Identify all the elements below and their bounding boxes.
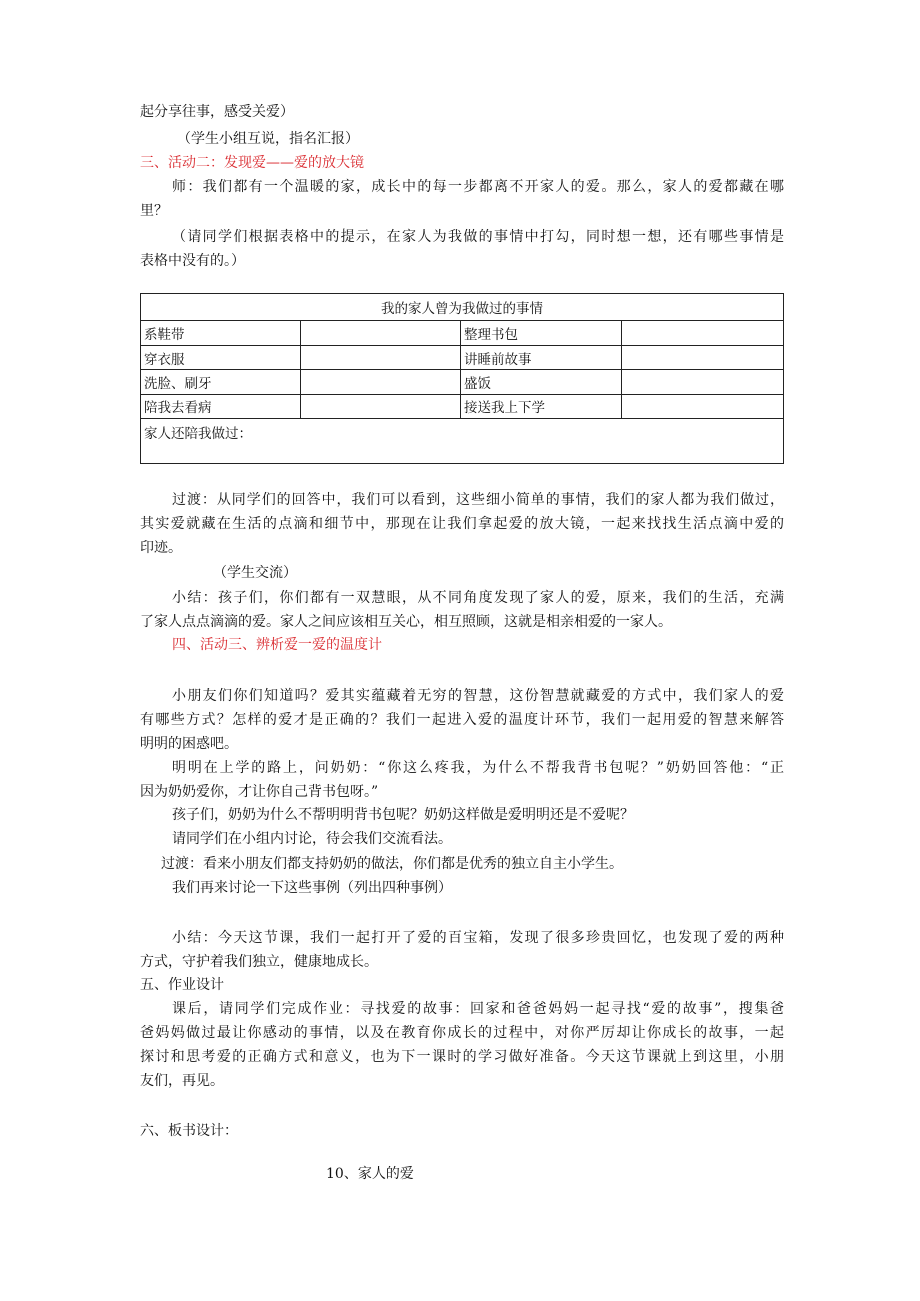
paragraph-line: 友们，再见。 xyxy=(140,1073,224,1089)
paragraph-line: 师：我们都有一个温暖的家，成长中的每一步都离不开家人的爱。那么，家人的爱都藏在哪 xyxy=(172,179,784,195)
paragraph-line: 起分享往事，感受关爱） xyxy=(140,104,294,120)
table-cell: 讲睡前故事 xyxy=(461,345,622,369)
table-row xyxy=(141,370,784,394)
board-title: 10、家人的爱 xyxy=(326,1166,414,1182)
paragraph-line: （学生小组互说，指名汇报） xyxy=(177,131,359,147)
table-row xyxy=(141,345,784,369)
paragraph-line: 其实爱就藏在生活的点滴和细节中，那现在让我们拿起爱的放大镜，一起来找找生活点滴中爱的 xyxy=(140,516,784,532)
section-heading-5: 五、作业设计 xyxy=(140,977,224,993)
table-cell: 盛饭 xyxy=(461,370,622,394)
check-cell[interactable] xyxy=(301,370,461,394)
section-heading-6: 六、板书设计： xyxy=(140,1123,238,1139)
paragraph-line: （学生交流） xyxy=(213,565,297,581)
check-cell[interactable] xyxy=(301,394,461,418)
paragraph-line: 探讨和思考爱的正确方式和意义，也为下一课时的学习做好准备。今天这节课就上到这里，小朋 xyxy=(140,1049,784,1065)
check-cell[interactable] xyxy=(622,345,784,369)
paragraph-line: 小朋友们你们知道吗？爱其实蕴藏着无穷的智慧，这份智慧就藏爱的方式中，我们家人的爱 xyxy=(172,688,784,704)
check-cell[interactable] xyxy=(301,345,461,369)
paragraph-line: 明明在上学的路上，问奶奶：“你这么疼我，为什么不帮我背书包呢？”奶奶回答他：“正 xyxy=(172,760,784,776)
paragraph-line: 孩子们，奶奶为什么不帮明明背书包呢？奶奶这样做是爱明明还是不爱呢？ xyxy=(172,807,634,823)
paragraph-line: 印迹。 xyxy=(140,540,182,556)
paragraph-line: 了家人点点滴滴的爱。家人之间应该相互关心，相互照顾，这就是相亲相爱的一家人。 xyxy=(140,614,672,630)
section-heading-3: 三、活动二：发现爱——爱的放大镜 xyxy=(140,155,364,171)
paragraph-line: 因为奶奶爱你，才让你自己背书包呀。” xyxy=(140,784,379,800)
table-cell: 整理书包 xyxy=(461,321,622,345)
paragraph-line: 表格中没有的。） xyxy=(140,253,245,269)
other-things-cell[interactable]: 家人还陪我做过： xyxy=(141,419,784,464)
table-cell: 系鞋带 xyxy=(141,321,301,345)
table-cell: 洗脸、刷牙 xyxy=(141,370,301,394)
table-cell: 接送我上下学 xyxy=(461,394,622,418)
paragraph-line: 请同学们在小组内讨论，待会我们交流看法。 xyxy=(172,831,452,847)
paragraph-line: 里？ xyxy=(140,203,168,219)
paragraph-line: 过渡：从同学们的回答中，我们可以看到，这些细小简单的事情，我们的家人都为我们做过， xyxy=(172,492,784,508)
paragraph-line: （请同学们根据表格中的提示，在家人为我做的事情中打勾，同时想一想，还有哪些事情是 xyxy=(172,229,784,245)
table-cell: 穿衣服 xyxy=(141,345,301,369)
check-cell[interactable] xyxy=(622,394,784,418)
paragraph-line: 过渡：看来小朋友们都支持奶奶的做法，你们都是优秀的独立自主小学生。 xyxy=(161,856,623,872)
paragraph-line: 有哪些方式？怎样的爱才是正确的？我们一起进入爱的温度计环节，我们一起用爱的智慧来解答 xyxy=(140,712,784,728)
paragraph-line: 小结：今天这节课，我们一起打开了爱的百宝箱，发现了很多珍贵回忆，也发现了爱的两种 xyxy=(172,930,784,946)
family-things-table xyxy=(140,293,784,464)
paragraph-line: 明明的困惑吧。 xyxy=(140,736,238,752)
check-cell[interactable] xyxy=(622,321,784,345)
check-cell[interactable] xyxy=(301,321,461,345)
paragraph-line: 方式，守护着我们独立，健康地成长。 xyxy=(140,954,378,970)
table-row xyxy=(141,321,784,345)
paragraph-line: 爸妈妈做过最让你感动的事情，以及在教育你成长的过程中，对你严厉却让你成长的故事，一起 xyxy=(140,1025,784,1041)
table-title: 我的家人曾为我做过的事情 xyxy=(141,294,784,321)
table-cell: 陪我去看病 xyxy=(141,394,301,418)
paragraph-line: 课后，请同学们完成作业：寻找爱的故事：回家和爸爸妈妈一起寻找“爱的故事”，搜集爸 xyxy=(172,1001,784,1017)
paragraph-line: 小结：孩子们，你们都有一双慧眼，从不同角度发现了家人的爱，原来，我们的生活，充满 xyxy=(172,590,784,606)
section-heading-4: 四、活动三、辨析爱一爱的温度计 xyxy=(172,637,382,653)
check-cell[interactable] xyxy=(622,370,784,394)
paragraph-line: 我们再来讨论一下这些事例（列出四种事例） xyxy=(172,880,452,896)
table-row xyxy=(141,394,784,418)
